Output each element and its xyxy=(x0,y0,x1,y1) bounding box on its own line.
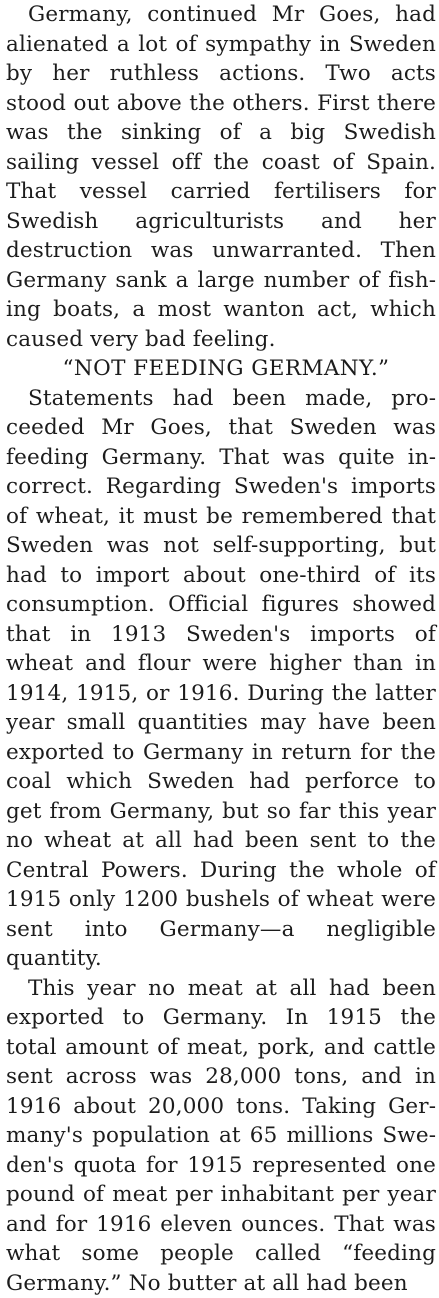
section-heading: “NOT FEEDING GERMANY.” xyxy=(6,354,436,384)
paragraph-meat-exports: This year no meat at all had been exported to Germany. In 1915 the total amount of meat, pork, and cattle sent across was 28,000 tons, and in 1916 about 20,000 tons. Taking Germany's population at 65 millions Sweden's quota for 1915 represented one pound of meat per inhabitant per year and for 1916 eleven ounces. That was what some people called “feeding Germany.” No butter at all had been xyxy=(6,974,436,1298)
paragraph-wheat-imports: Statements had been made, proceeded Mr Goes, that Sweden was feeding Germany. That was quite incorrect. Regarding Sweden's imports of wheat, it must be remembered that Sweden was not self-supporting, but had to import about one-third of its consumption. Official figures showed that in 1913 Sweden's imports of wheat and flour were higher than in 1914, 1915, or 1916. During the latter year small quantities may have been exported to Germany in return for the coal which Sweden had perforce to get from Germany, but so far this year no wheat at all had been sent to the Central Powers. During the whole of 1915 only 1200 bushels of wheat were sent into Germany—a negligible quantity. xyxy=(6,384,436,974)
article-column xyxy=(6,0,436,1298)
paragraph-sympathy: Germany, continued Mr Goes, had alienated a lot of sympathy in Sweden by her ruthless actions. Two acts stood out above the others. First there was the sinking of a big Swedish sailing vessel off the coast of Spain. That vessel carried fertilisers for Swedish agriculturists and her destruction was unwarranted. Then Germany sank a large number of fishing boats, a most wanton act, which caused very bad feeling. xyxy=(6,0,436,354)
